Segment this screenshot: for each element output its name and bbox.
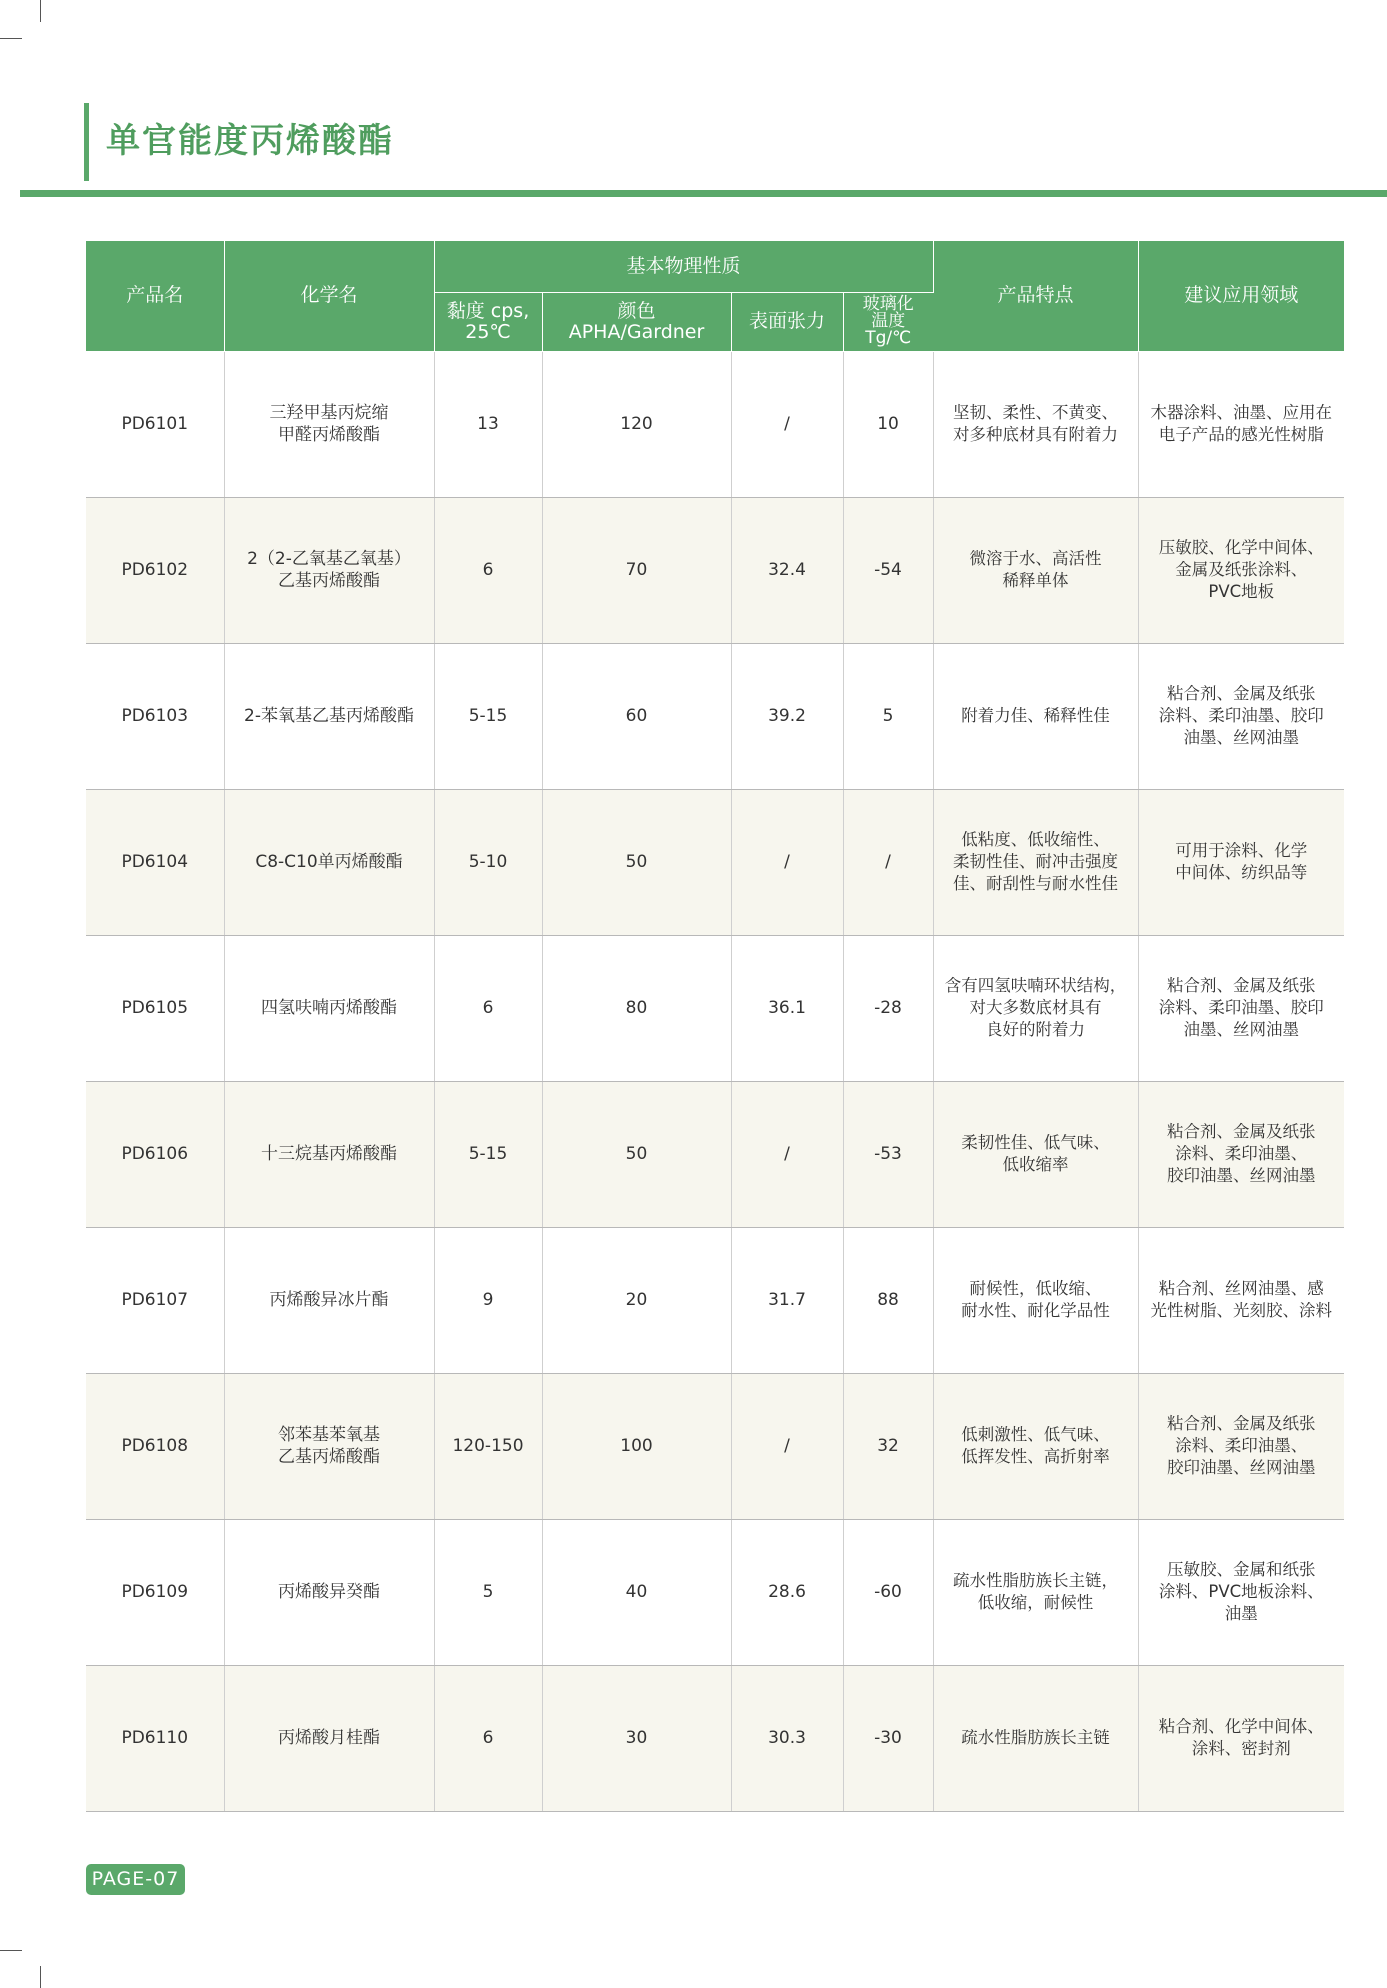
cell-product: PD6109	[86, 1519, 224, 1665]
cell-applications	[1138, 1081, 1344, 1227]
cell-applications-line: 涂料、柔印油墨、	[1175, 1436, 1308, 1455]
cell-applications-line: 压敏胶、金属和纸张	[1167, 1560, 1316, 1579]
crop-mark-bottom-h	[0, 1950, 22, 1951]
cell-color: 80	[542, 935, 731, 1081]
cell-product: PD6104	[86, 789, 224, 935]
cell-viscosity: 6	[434, 1665, 542, 1811]
cell-features-line: 低收缩率	[1002, 1155, 1069, 1174]
cell-features-line: 疏水性脂肪族长主链，	[953, 1571, 1119, 1590]
header-product-name: 产品名	[86, 241, 224, 351]
cell-chemical-name	[224, 643, 434, 789]
cell-applications-line: 金属及纸张涂料、	[1175, 560, 1308, 579]
cell-product: PD6105	[86, 935, 224, 1081]
cell-features-line: 良好的附着力	[986, 1020, 1086, 1039]
cell-features-line: 低收缩，耐候性	[977, 1593, 1094, 1612]
cell-product: PD6107	[86, 1227, 224, 1373]
cell-features-line: 耐候性，低收缩、	[969, 1279, 1102, 1298]
cell-features	[933, 497, 1138, 643]
page-number-badge: PAGE-07	[86, 1864, 185, 1895]
cell-chemical-name-line: 2-苯氧基乙基丙烯酸酯	[244, 706, 414, 726]
cell-chemical-name	[224, 935, 434, 1081]
cell-chemical-name-line: 乙基丙烯酸酯	[278, 1447, 380, 1467]
cell-color: 30	[542, 1665, 731, 1811]
cell-features	[933, 1373, 1138, 1519]
cell-applications-line: 粘合剂、金属及纸张	[1167, 684, 1316, 703]
cell-applications-line: 木器涂料、油墨、应用在	[1150, 403, 1333, 422]
cell-applications-line: 光性树脂、光刻胶、涂料	[1150, 1301, 1333, 1320]
cell-tg: -54	[843, 497, 933, 643]
table-row	[86, 1665, 1344, 1811]
header-applications: 建议应用领域	[1138, 241, 1344, 351]
cell-chemical-name-line: 甲醛丙烯酸酯	[278, 425, 380, 445]
header-color: 颜色 APHA/Gardner	[542, 292, 731, 351]
cell-chemical-name	[224, 1081, 434, 1227]
cell-viscosity: 5-15	[434, 643, 542, 789]
cell-features-line: 微溶于水、高活性	[969, 549, 1102, 568]
header-tg: 玻璃化 温度 Tg/℃	[843, 292, 933, 351]
cell-surface-tension: /	[731, 789, 843, 935]
cell-surface-tension: /	[731, 1373, 843, 1519]
cell-features-line: 低刺激性、低气味、	[961, 1425, 1110, 1444]
cell-tg: -53	[843, 1081, 933, 1227]
crop-mark-top-v	[40, 0, 41, 22]
cell-viscosity: 6	[434, 497, 542, 643]
cell-surface-tension: 36.1	[731, 935, 843, 1081]
cell-color: 60	[542, 643, 731, 789]
cell-features-line: 低粘度、低收缩性、	[961, 830, 1110, 849]
cell-applications	[1138, 789, 1344, 935]
cell-features	[933, 789, 1138, 935]
cell-chemical-name	[224, 1665, 434, 1811]
title-accent-bar	[84, 103, 89, 181]
cell-applications-line: 胶印油墨、丝网油墨	[1167, 1458, 1316, 1477]
cell-features	[933, 351, 1138, 497]
cell-applications	[1138, 497, 1344, 643]
cell-applications-line: 粘合剂、金属及纸张	[1167, 976, 1316, 995]
cell-features-line: 耐水性、耐化学品性	[961, 1301, 1110, 1320]
cell-applications-line: 粘合剂、化学中间体、	[1158, 1717, 1324, 1736]
cell-applications-line: 粘合剂、金属及纸张	[1167, 1122, 1316, 1141]
table-row	[86, 1373, 1344, 1519]
cell-applications-line: 油墨	[1224, 1604, 1258, 1623]
cell-features-line: 附着力佳、稀释性佳	[961, 706, 1110, 725]
cell-tg: -30	[843, 1665, 933, 1811]
cell-surface-tension: /	[731, 1081, 843, 1227]
crop-mark-bottom-v	[40, 1966, 41, 1988]
crop-mark-top-h	[0, 38, 22, 39]
cell-surface-tension: 39.2	[731, 643, 843, 789]
table-row	[86, 643, 1344, 789]
cell-chemical-name-line: 丙烯酸异冰片酯	[269, 1290, 389, 1310]
cell-chemical-name-line: C8-C10单丙烯酸酯	[255, 852, 403, 872]
cell-applications-line: 中间体、纺织品等	[1175, 863, 1308, 882]
cell-viscosity: 6	[434, 935, 542, 1081]
cell-viscosity: 5-15	[434, 1081, 542, 1227]
cell-chemical-name-line: 十三烷基丙烯酸酯	[261, 1144, 397, 1164]
cell-applications	[1138, 935, 1344, 1081]
cell-chemical-name	[224, 497, 434, 643]
cell-applications-line: 电子产品的感光性树脂	[1158, 425, 1324, 444]
cell-features-line: 坚韧、柔性、不黄变、	[953, 403, 1119, 422]
cell-chemical-name	[224, 351, 434, 497]
cell-tg: -60	[843, 1519, 933, 1665]
cell-features-line: 柔韧性佳、低气味、	[961, 1133, 1110, 1152]
cell-features	[933, 1227, 1138, 1373]
cell-applications-line: PVC地板	[1208, 582, 1275, 601]
cell-chemical-name	[224, 1227, 434, 1373]
cell-surface-tension: 28.6	[731, 1519, 843, 1665]
cell-product: PD6108	[86, 1373, 224, 1519]
cell-features-line: 含有四氢呋喃环状结构，	[944, 976, 1127, 995]
cell-applications-line: 粘合剂、丝网油墨、感	[1158, 1279, 1324, 1298]
table-row	[86, 1519, 1344, 1665]
cell-applications-line: 粘合剂、金属及纸张	[1167, 1414, 1316, 1433]
cell-chemical-name	[224, 1373, 434, 1519]
cell-tg: 88	[843, 1227, 933, 1373]
cell-color: 70	[542, 497, 731, 643]
table-row	[86, 789, 1344, 935]
header-viscosity: 黏度 cps, 25℃	[434, 292, 542, 351]
cell-surface-tension: 30.3	[731, 1665, 843, 1811]
cell-tg: -28	[843, 935, 933, 1081]
cell-viscosity: 5	[434, 1519, 542, 1665]
table-row	[86, 497, 1344, 643]
cell-tg: /	[843, 789, 933, 935]
cell-features	[933, 643, 1138, 789]
cell-features-line: 疏水性脂肪族长主链	[961, 1728, 1110, 1747]
cell-color: 50	[542, 1081, 731, 1227]
cell-applications	[1138, 1373, 1344, 1519]
cell-applications-line: 可用于涂料、化学	[1175, 841, 1308, 860]
cell-features-line: 柔韧性佳、耐冲击强度	[953, 852, 1119, 871]
title-divider	[20, 190, 1387, 197]
table-row	[86, 1081, 1344, 1227]
cell-product: PD6101	[86, 351, 224, 497]
cell-features-line: 佳、耐刮性与耐水性佳	[953, 874, 1119, 893]
cell-product: PD6110	[86, 1665, 224, 1811]
cell-tg: 10	[843, 351, 933, 497]
cell-applications-line: 油墨、丝网油墨	[1183, 728, 1300, 747]
table-body	[86, 351, 1344, 1811]
cell-chemical-name-line: 丙烯酸月桂酯	[278, 1728, 380, 1748]
cell-tg: 32	[843, 1373, 933, 1519]
cell-features-line: 稀释单体	[1002, 571, 1069, 590]
header-chemical-name: 化学名	[224, 241, 434, 351]
cell-applications-line: 涂料、柔印油墨、胶印	[1158, 706, 1324, 725]
header-features: 产品特点	[933, 241, 1138, 351]
table-row	[86, 935, 1344, 1081]
product-spec-table	[86, 241, 1344, 1812]
header-surface-tension: 表面张力	[731, 292, 843, 351]
cell-applications-line: 油墨、丝网油墨	[1183, 1020, 1300, 1039]
cell-features	[933, 1081, 1138, 1227]
cell-chemical-name	[224, 789, 434, 935]
cell-product: PD6106	[86, 1081, 224, 1227]
cell-features	[933, 935, 1138, 1081]
cell-chemical-name-line: 丙烯酸异癸酯	[278, 1582, 380, 1602]
cell-viscosity: 120-150	[434, 1373, 542, 1519]
cell-applications-line: 涂料、柔印油墨、胶印	[1158, 998, 1324, 1017]
cell-features	[933, 1519, 1138, 1665]
cell-applications-line: 涂料、PVC地板涂料、	[1158, 1582, 1324, 1601]
cell-surface-tension: /	[731, 351, 843, 497]
cell-product: PD6103	[86, 643, 224, 789]
cell-chemical-name-line: 邻苯基苯氧基	[278, 1425, 380, 1445]
cell-features-line: 对大多数底材具有	[969, 998, 1102, 1017]
cell-applications-line: 压敏胶、化学中间体、	[1158, 538, 1324, 557]
cell-chemical-name	[224, 1519, 434, 1665]
cell-chemical-name-line: 乙基丙烯酸酯	[278, 571, 380, 591]
cell-applications-line: 涂料、密封剂	[1191, 1739, 1291, 1758]
cell-viscosity: 9	[434, 1227, 542, 1373]
cell-tg: 5	[843, 643, 933, 789]
cell-chemical-name-line: 四氢呋喃丙烯酸酯	[261, 998, 397, 1018]
cell-surface-tension: 32.4	[731, 497, 843, 643]
cell-color: 40	[542, 1519, 731, 1665]
cell-color: 100	[542, 1373, 731, 1519]
cell-features	[933, 1665, 1138, 1811]
cell-applications	[1138, 1519, 1344, 1665]
cell-applications-line: 涂料、柔印油墨、	[1175, 1144, 1308, 1163]
cell-applications	[1138, 643, 1344, 789]
cell-chemical-name-line: 2（2-乙氧基乙氧基）	[247, 549, 411, 569]
cell-product: PD6102	[86, 497, 224, 643]
cell-applications	[1138, 351, 1344, 497]
cell-applications	[1138, 1227, 1344, 1373]
header-physical-properties: 基本物理性质	[434, 241, 933, 292]
cell-chemical-name-line: 三羟甲基丙烷缩	[269, 403, 389, 423]
cell-surface-tension: 31.7	[731, 1227, 843, 1373]
cell-color: 120	[542, 351, 731, 497]
page-title: 单官能度丙烯酸酯	[106, 121, 394, 161]
table-row	[86, 1227, 1344, 1373]
cell-viscosity: 13	[434, 351, 542, 497]
cell-viscosity: 5-10	[434, 789, 542, 935]
cell-features-line: 低挥发性、高折射率	[961, 1447, 1110, 1466]
cell-applications	[1138, 1665, 1344, 1811]
cell-color: 20	[542, 1227, 731, 1373]
cell-applications-line: 胶印油墨、丝网油墨	[1167, 1166, 1316, 1185]
cell-color: 50	[542, 789, 731, 935]
table-row	[86, 351, 1344, 497]
header-row-1	[86, 241, 1344, 292]
cell-features-line: 对多种底材具有附着力	[953, 425, 1119, 444]
